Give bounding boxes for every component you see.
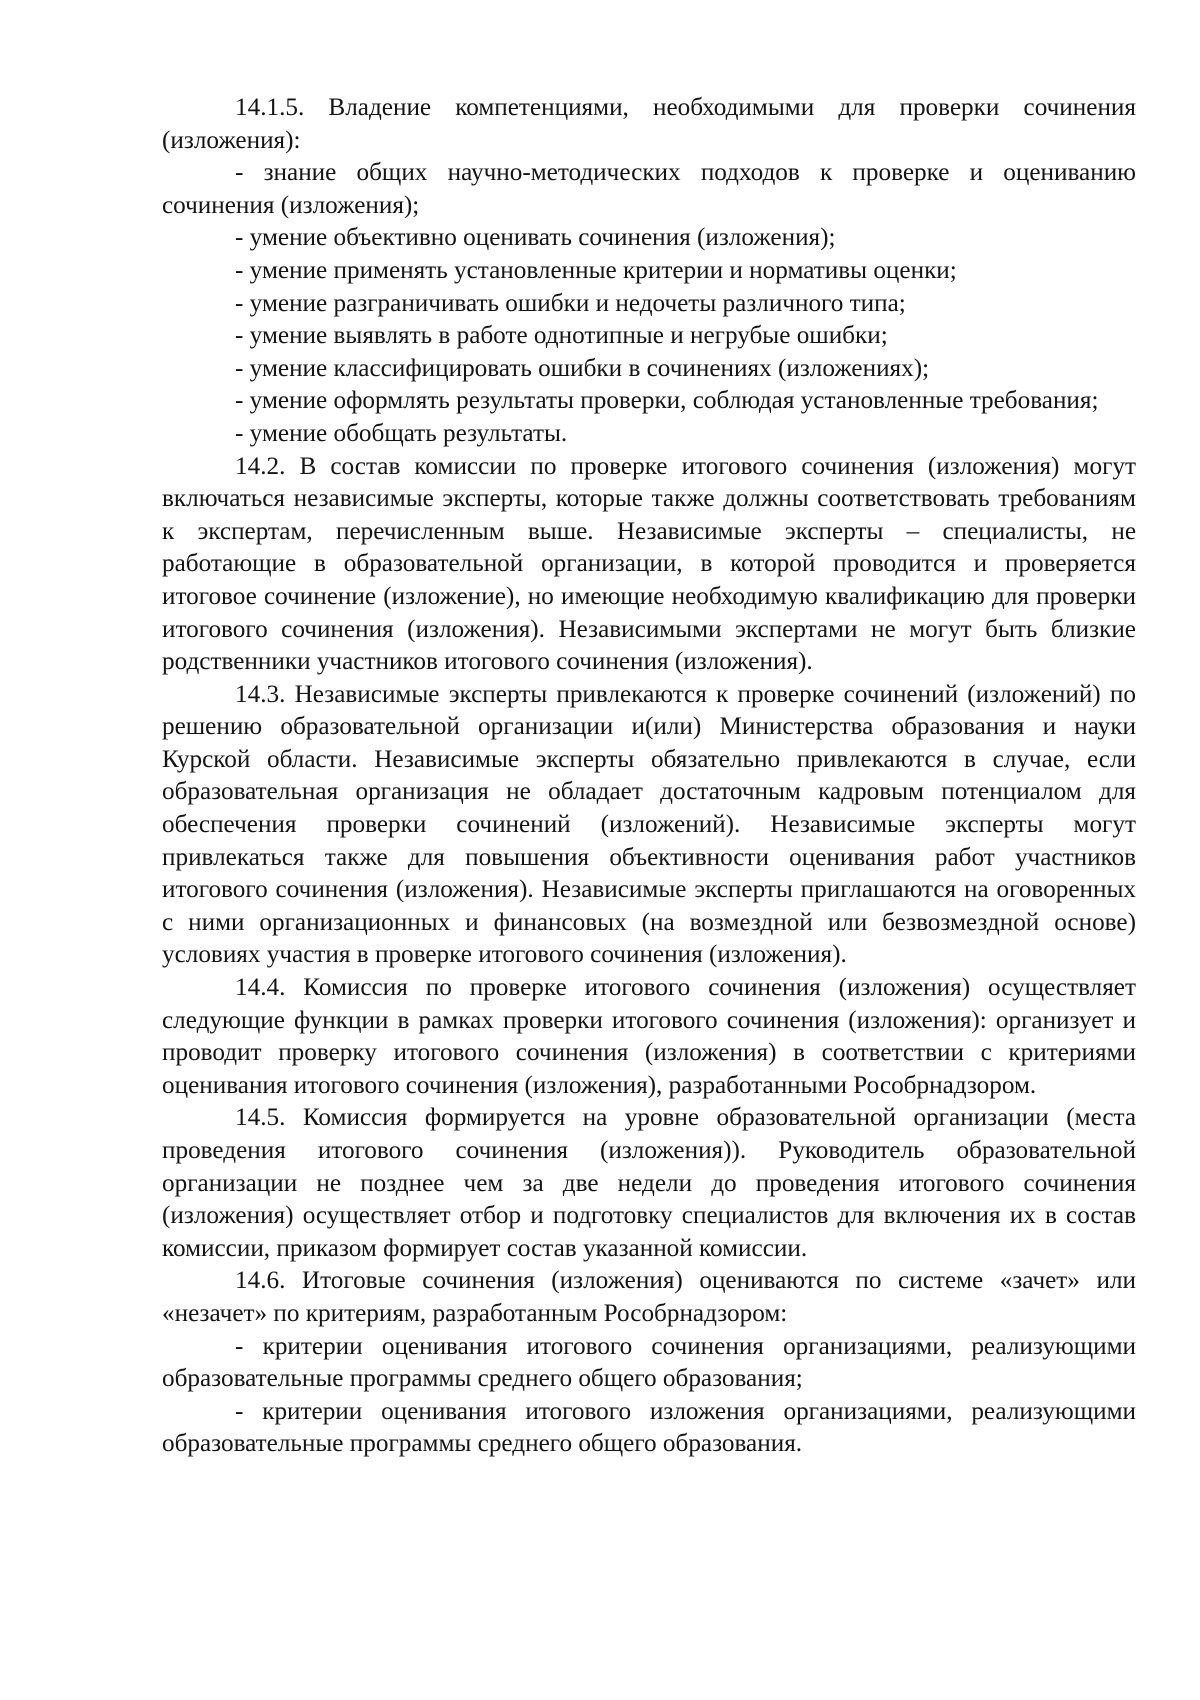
list-item-competence-3: - умение применять установленные критерии и нормативы оценки; xyxy=(235,256,957,284)
list-item-competence-5: - умение выявлять в работе однотипные и негрубые ошибки; xyxy=(235,322,888,350)
list-item-competence-7: - умение оформлять результаты проверки, соблюдая установленные требования; xyxy=(235,387,1099,415)
paragraph-14-1-5: 14.1.5. Владение компетенциями, необходимыми для проверки сочинения (изложения): xyxy=(162,94,1136,154)
paragraph-14-2: 14.2. В состав комиссии по проверке итогового сочинения (изложения) могут включаться независимые эксперты, которые также должны соответствовать требованиям к экспертам, перечисленным выше. Независимые эксперты – специалисты, не работающие в образовательной организации, в которой проводится и проверяется итоговое сочинение (изложение), но имеющие необходимую квалификацию для проверки итогового сочинения (изложения). Независимыми экспертами не могут быть близкие родственники участников итогового сочинения (изложения). xyxy=(162,452,1136,676)
list-item-competence-2: - умение объективно оценивать сочинения (изложения); xyxy=(235,224,836,252)
list-item-competence-8: - умение обобщать результаты. xyxy=(235,419,568,447)
paragraph-14-6: 14.6. Итоговые сочинения (изложения) оцениваются по системе «зачет» или «незачет» по критериям, разработанным Рособрнадзором: xyxy=(162,1267,1136,1327)
list-item-criteria-presentation: - критерии оценивания итогового изложения организациями, реализующими образовательные программы среднего общего образования. xyxy=(162,1397,1136,1458)
list-item-competence-6: - умение классифицировать ошибки в сочинениях (изложениях); xyxy=(235,354,930,382)
paragraph-14-3: 14.3. Независимые эксперты привлекаются к проверке сочинений (изложений) по решению образовательной организации и(или) Министерства образования и науки Курской области. Независимые эксперты обязательно привлекаются в случае, если образовательная организация не обладает достаточным кадровым потенциалом для обеспечения проверки сочинений (изложений). Независимые эксперты могут привлекаться также для повышения объективности оценивания работ участников итогового сочинения (изложения). Независимые эксперты приглашаются на оговоренных с ними организационных и финансовых (на возмездной или безвозмездной основе) условиях участия в проверке итогового сочинения (изложения). xyxy=(162,680,1136,969)
list-item-competence-1: - знание общих научно-методических подходов к проверке и оцениванию сочинения (изложения); xyxy=(162,159,1136,219)
list-item-competence-4: - умение разграничивать ошибки и недочеты различного типа; xyxy=(235,289,906,317)
paragraph-14-4: 14.4. Комиссия по проверке итогового сочинения (изложения) осуществляет следующие функции в рамках проверки итогового сочинения (изложения): организует и проводит проверку итогового сочинения (изложения) в соответствии с критериями оценивания итогового сочинения (изложения), разработанными Рособрнадзором. xyxy=(162,974,1136,1099)
document-page xyxy=(162,92,1136,1461)
list-item-criteria-essay: - критерии оценивания итогового сочинения организациями, реализующими образовательные программы среднего общего образования; xyxy=(162,1332,1136,1393)
paragraph-14-5: 14.5. Комиссия формируется на уровне образовательной организации (места проведения итогового сочинения (изложения)). Руководитель образовательной организации не позднее чем за две недели до проведения итогового сочинения (изложения) осуществляет отбор и подготовку специалистов для включения их в состав комиссии, приказом формирует состав указанной комиссии. xyxy=(162,1104,1136,1262)
